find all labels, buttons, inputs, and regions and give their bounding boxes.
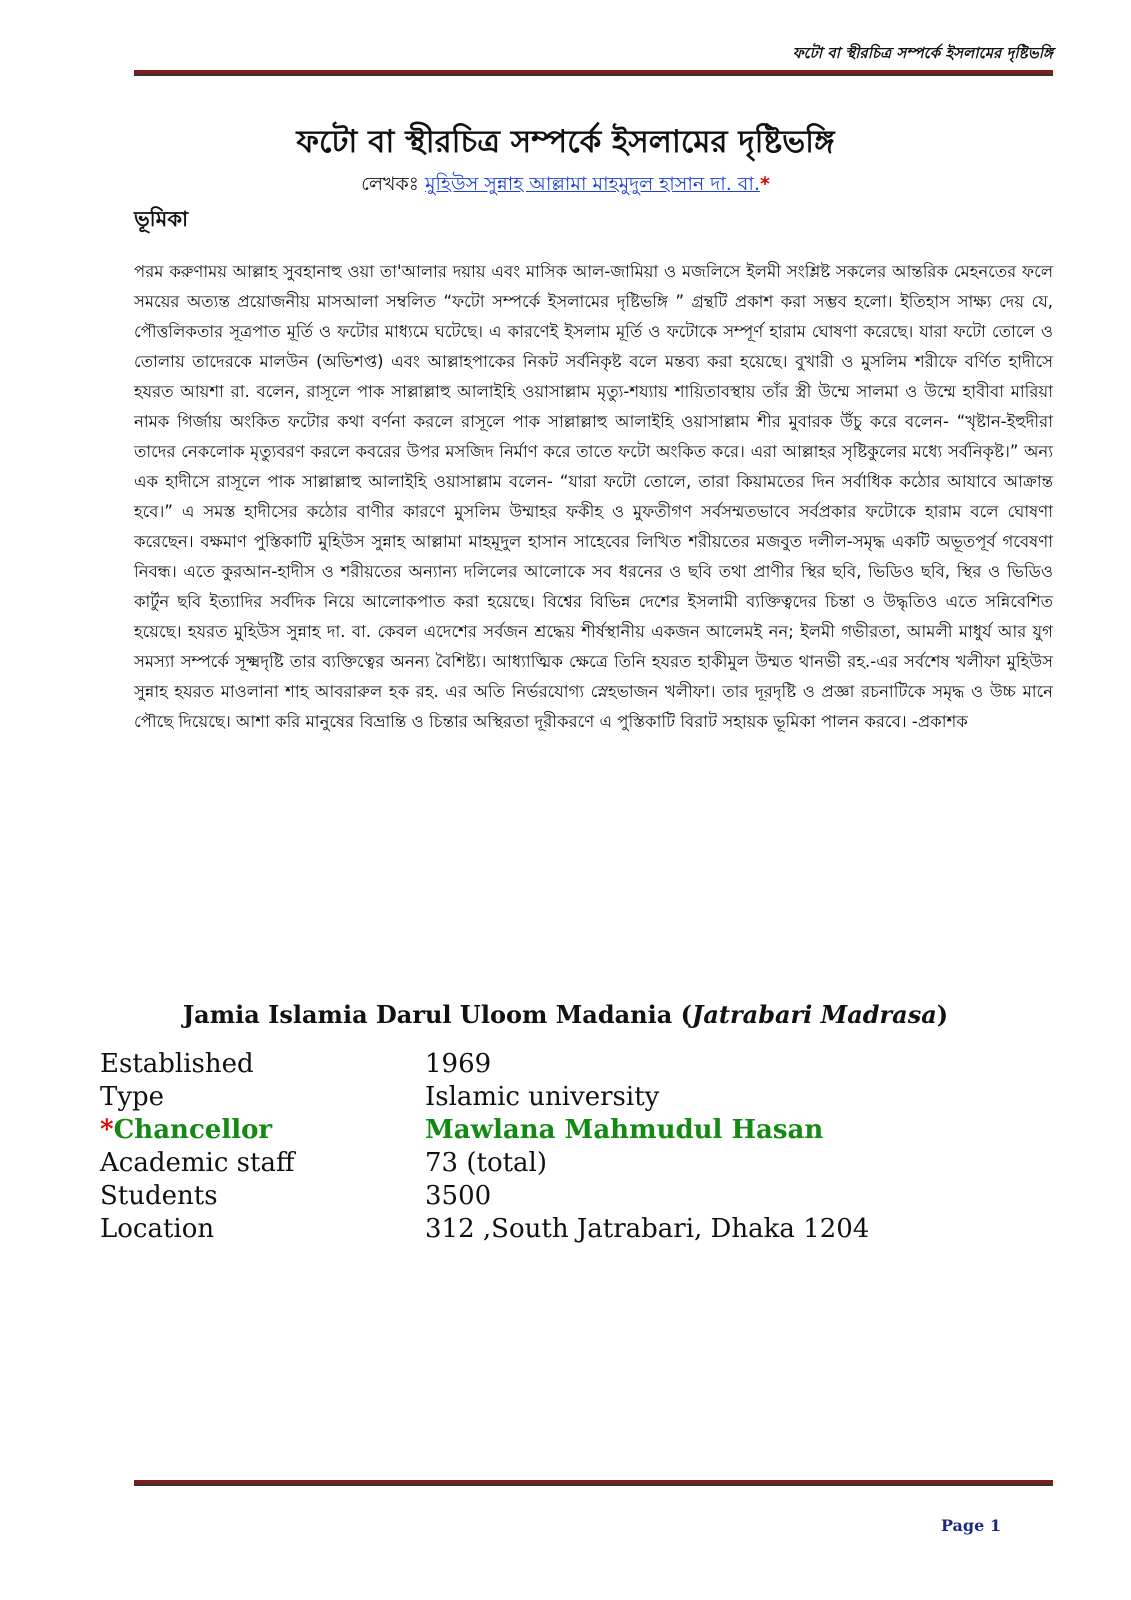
institution-title <box>0 1000 1131 1029</box>
header-rule <box>134 70 1053 76</box>
institution-close: ) <box>936 1000 949 1029</box>
info-label-chancellor <box>100 1114 425 1147</box>
info-value: 312 ,South Jatrabari, Dhaka 1204 <box>425 1214 870 1244</box>
info-row-location <box>100 1213 869 1246</box>
footnote-star-icon: * <box>759 173 770 195</box>
institution-alt-name: Jatrabari Madrasa <box>692 1000 937 1029</box>
page-number: Page 1 <box>940 1516 1001 1535</box>
body-paragraph: পরম করুণাময় আল্লাহ সুবহানাহু ওয়া তা'আলার দয়ায় এবং মাসিক আল-জামিয়া ও মজলিসে ইলমী সংশ্লিষ্ট সকলের আন্তরিক মেহনতের ফলে সময়ের অত্যন্ত প্রয়োজনীয় মাসআলা সম্বলিত “ফটো সম্পর্কে ইসলামের দৃষ্টিভঙ্গি ” গ্রন্থটি প্রকাশ করা সম্ভব হলো। ইতিহাস সাক্ষ্য দেয় যে, পৌত্তলিকতার সূত্রপাত মূর্তি ও ফটোর মাধ্যমে ঘটেছে। এ কারণেই ইসলাম মূর্তি ও ফটোকে সম্পূর্ণ হারাম ঘোষণা করেছে। যারা ফটো তোলে ও তোলায় তাদেরকে মালউন (অভিশপ্ত) এবং আল্লাহপাকের নিকট সর্বনিকৃষ্ট বলে মন্তব্য করা হয়েছে। বুখারী ও মুসলিম শরীফে বর্ণিত হাদীসে হযরত আয়শা রা. বলেন, রাসূলে পাক সাল্লাল্লাহু আলাইহি ওয়াসাল্লাম মৃত্যু-শয্যায় শায়িতাবস্থায় তাঁর স্ত্রী উম্মে সালমা ও উম্মে হাবীবা মারিয়া নামক গির্জায় অংকিত ফটোর কথা বর্ণনা করলে রাসূলে পাক সাল্লাল্লাহু আলাইহি ওয়াসাল্লাম শীর মুবারক উঁচু করে বলেন- “খৃষ্টান-ইহুদীরা তাদের নেকলোক মৃত্যুবরণ করলে কবরের উপর মসজিদ নির্মাণ করে তাতে ফটো অংকিত করে। এরা আল্লাহর সৃষ্টিকুলের মধ্যে সর্বনিকৃষ্ট।” অন্য এক হাদীসে রাসূলে পাক সাল্লাল্লাহু আলাইহি ওয়াসাল্লাম বলেন- “যারা ফটো তোলে, তারা কিয়ামতের দিন সর্বাধিক কঠোর আযাবে আক্রান্ত হবে।” এ সমস্ত হাদীসের কঠোর বাণীর কারণে মুসলিম উম্মাহর ফকীহ ও মুফতীগণ সর্বসম্মতভাবে সর্বপ্রকার ফটোকে হারাম বলে ঘোষণা করেছেন। বক্ষমাণ পুস্তিকাটি মুহিউস সুন্নাহ আল্লামা মাহমূদুল হাসান সাহেবের লিখিত শরীয়তের মজবুত দলীল-সমৃদ্ধ একটি অভূতপূর্ব গবেষণা নিবন্ধ। এতে কুরআন-হাদীস ও শরীয়তের অন্যান্য দলিলের আলোকে সব ধরনের ও ছবি তথা প্রাণীর স্থির ছবি, ভিডিও ছবি, স্থির ও ভিডিও কার্টুন ছবি ইত্যাদির সর্বদিক নিয়ে আলোকপাত করা হয়েছে। বিশ্বের বিভিন্ন দেশের ইসলামী ব্যক্তিত্বদের চিন্তা ও উদ্ধৃতিও এতে সন্নিবেশিত হয়েছে। হযরত মুহিউস সুন্নাহ দা. বা. কেবল এদেশের সর্বজন শ্রদ্ধেয় শীর্ষস্থানীয় একজন আলেমই নন; ইলমী গভীরতা, আমলী মাধুর্য আর যুগ সমস্যা সম্পর্কে সূক্ষ্মদৃষ্টি তার ব্যক্তিত্বের অনন্য বৈশিষ্ট্য। আধ্যাত্মিক ক্ষেত্রে তিনি হযরত হাকীমুল উম্মত থানভী রহ.-এর সর্বশেষ খলীফা মুহিউস সুন্নাহ হযরত মাওলানা শাহ আবরারুল হক রহ. এর অতি নির্ভরযোগ্য স্নেহভাজন খলীফা। তার দূরদৃষ্টি ও প্রজ্ঞা রচনাটিকে সমৃদ্ধ ও উচ্চ মানে পৌছে দিয়েছে। আশা করি মানুষের বিভ্রান্তি ও চিন্তার অস্থিরতা দূরীকরণে এ পুস্তিকাটি বিরাট সহায়ক ভূমিকা পালন করবে। -প্রকাশক <box>134 262 1053 731</box>
info-label: Chancellor <box>113 1115 273 1145</box>
author-line <box>0 170 1131 202</box>
institution-name: Jamia Islamia Darul Uloom Madania ( <box>182 1000 692 1029</box>
info-label: Location <box>100 1214 215 1244</box>
info-value: 73 (total) <box>425 1148 548 1178</box>
info-row-students <box>100 1180 869 1213</box>
info-label: Established <box>100 1049 254 1079</box>
info-value: Islamic university <box>425 1082 660 1112</box>
page-title: ফটো বা স্থীরচিত্র সম্পর্কে ইসলামের দৃষ্টিভঙ্গি <box>296 124 835 160</box>
info-label: Students <box>100 1181 218 1211</box>
info-row-established <box>100 1048 869 1081</box>
info-label: Type <box>100 1082 165 1112</box>
footer-rule <box>134 1480 1053 1486</box>
running-header: ফটো বা স্থীরচিত্র সম্পর্কে ইসলামের দৃষ্টিভঙ্গি <box>792 44 1053 62</box>
info-row-chancellor <box>100 1114 869 1147</box>
section-heading: ভূমিকা <box>134 207 189 231</box>
info-table <box>100 1048 869 1246</box>
author-link[interactable]: মুহিউস সুন্নাহ আল্লামা মাহমুদুল হাসান দা. বা. <box>424 173 760 195</box>
info-value: 1969 <box>425 1049 492 1079</box>
info-row-type <box>100 1081 869 1114</box>
info-value: Mawlana Mahmudul Hasan <box>425 1115 824 1145</box>
info-value: 3500 <box>425 1181 492 1211</box>
info-row-academic-staff <box>100 1147 869 1180</box>
author-prefix: লেখকঃ <box>361 173 419 195</box>
info-label: Academic staff <box>100 1148 295 1178</box>
star-icon: * <box>100 1115 114 1145</box>
